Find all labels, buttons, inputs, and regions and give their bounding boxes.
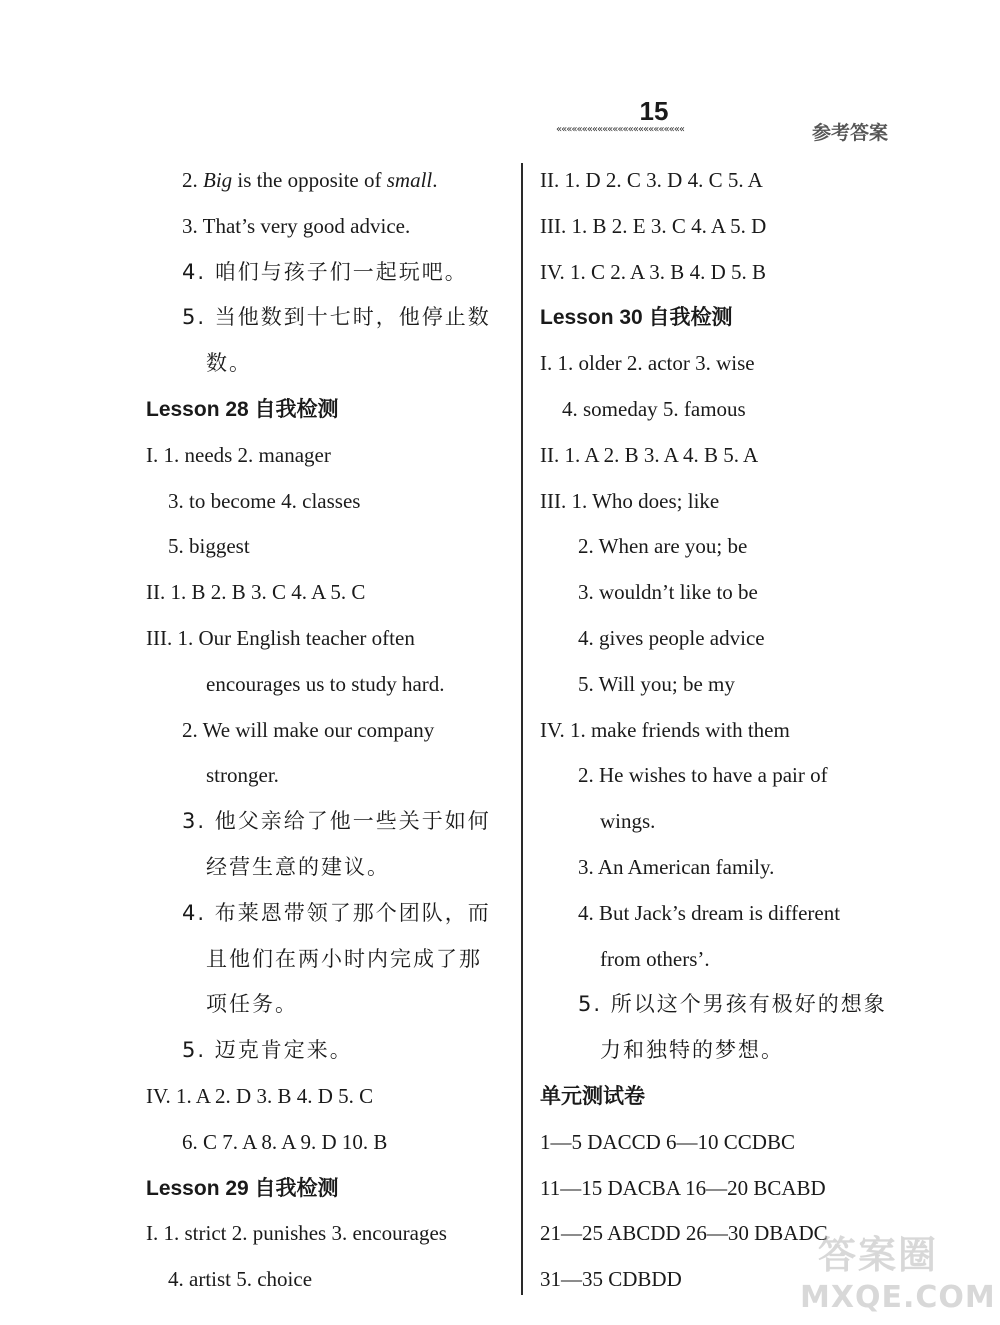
answer-line: 4. artist 5. choice [168, 1267, 313, 1292]
answer-line: stronger. [206, 763, 279, 788]
right-column [540, 158, 910, 1303]
answer-line: IV. 1. A 2. D 3. B 4. D 5. C [146, 1083, 374, 1108]
answer-line: 4. 咱们与孩子们一起玩吧。 [182, 259, 468, 284]
answer-line: 经营生意的建议。 [206, 854, 390, 879]
watermark-en: MXQE.COM [800, 1280, 996, 1315]
section-heading: 单元测试卷 [540, 1084, 645, 1108]
left-column [146, 158, 510, 1303]
section-heading: Lesson 29 自我检测 [146, 1176, 339, 1200]
answer-line: 3. An American family. [578, 854, 775, 879]
answer-line: IV. 1. make friends with them [540, 717, 790, 742]
answer-line: from others’. [600, 946, 710, 971]
section-heading: Lesson 28 自我检测 [146, 397, 339, 421]
answer-line: III. 1. Our English teacher often [146, 625, 415, 650]
answer-line: 5. 所以这个男孩有极好的想象 [578, 992, 887, 1017]
section-label: 参考答案 [812, 122, 889, 144]
answer-line: IV. 1. C 2. A 3. B 4. D 5. B [540, 259, 766, 284]
answer-line: 2. We will make our company [182, 717, 435, 742]
answer-line: 4. someday 5. famous [562, 396, 746, 421]
answer-line: 5. biggest [168, 534, 250, 559]
answer-line: 5. Will you; be my [578, 671, 735, 696]
answer-line: III. 1. Who does; like [540, 488, 720, 513]
page-number: 15 [639, 96, 669, 126]
answer-line: I. 1. strict 2. punishes 3. encourages [146, 1221, 447, 1246]
answer-line: 4. gives people advice [578, 625, 765, 650]
answer-line: 3. 他父亲给了他一些关于如何 [182, 809, 491, 834]
answer-line: 1—5 DACCD 6—10 CCDBC [540, 1129, 795, 1154]
answer-line: wings. [600, 809, 656, 834]
answer-line: 2. He wishes to have a pair of [578, 763, 828, 788]
answer-line: III. 1. B 2. E 3. C 4. A 5. D [540, 213, 767, 238]
answer-line: 项任务。 [206, 992, 298, 1017]
watermark-logo [800, 1222, 996, 1322]
answer-line: 3. wouldn’t like to be [578, 580, 758, 605]
answer-line: 且他们在两小时内完成了那 [206, 946, 482, 971]
answer-line: 5. 当他数到十七时，他停止数 [182, 305, 491, 330]
answer-line: 11—15 DACBA 16—20 BCABD [540, 1175, 826, 1200]
answer-line: 3. That’s very good advice. [182, 213, 411, 238]
answer-line: I. 1. needs 2. manager [146, 442, 331, 467]
section-heading: Lesson 30 自我检测 [540, 306, 733, 330]
answer-line: 21—25 ABCDD 26—30 DBADC [540, 1221, 828, 1246]
answer-line: I. 1. older 2. actor 3. wise [540, 351, 755, 376]
answer-line: encourages us to study hard. [206, 671, 445, 696]
answer-line: 力和独特的梦想。 [600, 1038, 784, 1063]
answer-line: 6. C 7. A 8. A 9. D 10. B [182, 1129, 388, 1154]
answer-line: 2. Big is the opposite of small. [182, 168, 438, 192]
answer-line: 5. 迈克肯定来。 [182, 1038, 353, 1063]
answer-line: 2. When are you; be [578, 534, 748, 559]
column-divider [521, 163, 523, 1295]
answer-line: II. 1. D 2. C 3. D 4. C 5. A [540, 168, 763, 192]
answer-line: 数。 [206, 351, 252, 376]
watermark-cn: 答案圈 [818, 1233, 939, 1277]
answer-line: II. 1. B 2. B 3. C 4. A 5. C [146, 580, 366, 605]
answer-line: 3. to become 4. classes [168, 488, 361, 513]
answer-line: 31—35 CDBDD [540, 1267, 682, 1292]
answer-line: 4. 布莱恩带领了那个团队，而 [182, 900, 491, 925]
answer-line: II. 1. A 2. B 3. A 4. B 5. A [540, 442, 759, 467]
header-decoration: ««««««««««««««««««««««««« [556, 124, 684, 135]
answer-line: 4. But Jack’s dream is different [578, 900, 841, 925]
